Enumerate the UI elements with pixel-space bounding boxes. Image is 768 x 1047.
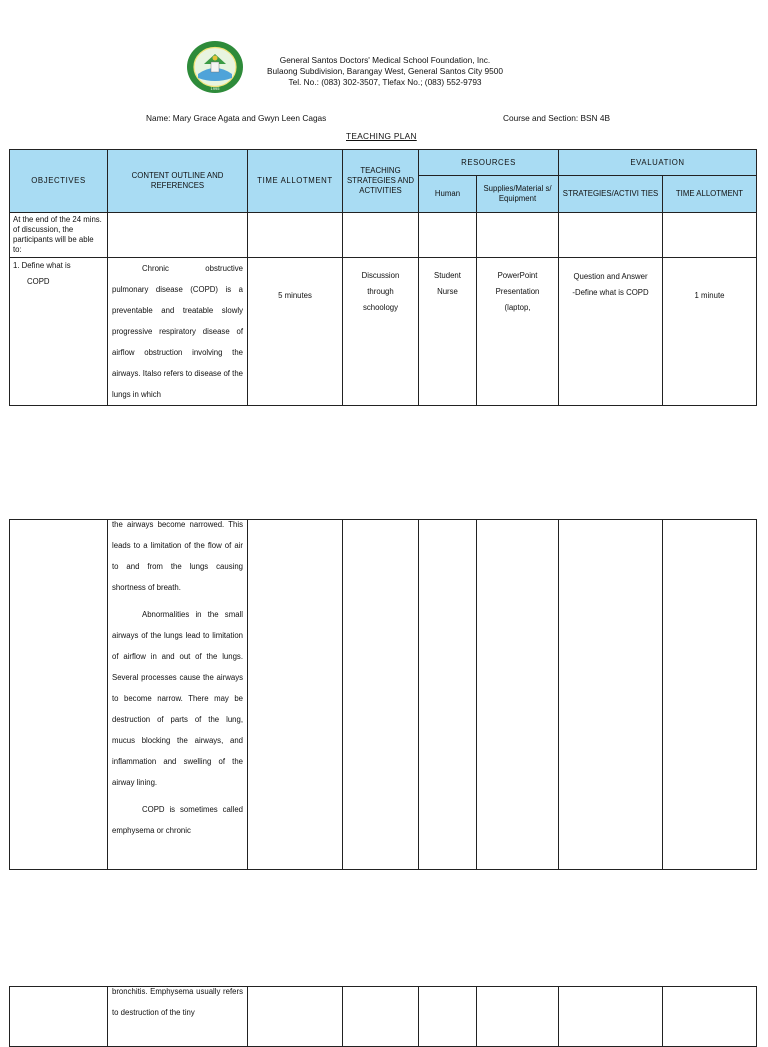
objective-term: COPD bbox=[27, 277, 50, 286]
school-seal-logo bbox=[186, 40, 244, 94]
header-content-outline: CONTENT OUTLINE AND REFERENCES bbox=[108, 150, 248, 213]
header-supplies: Supplies/Material s/ Equipment bbox=[477, 176, 559, 213]
institution-contact: Tel. No.: (083) 302-3507, Tlefax No.; (083) 552-9793 bbox=[288, 77, 482, 87]
header-evaluation: EVALUATION bbox=[559, 150, 757, 176]
teaching-plan-table bbox=[9, 149, 757, 406]
table-row bbox=[10, 987, 757, 1047]
header-eval-time: TIME ALLOTMENT bbox=[663, 176, 757, 213]
evaluation-strategy: Question and Answer -Define what is COPD bbox=[572, 272, 649, 297]
supplies-resource: PowerPoint Presentation (laptop, bbox=[495, 271, 540, 312]
table-row bbox=[10, 213, 757, 258]
header-resources: RESOURCES bbox=[419, 150, 559, 176]
content-outline-text: the airways become narrowed. This leads to a limitation of the flow of air to and from the lungs causing shortness of breath. Abnormalities in the small airways of the lungs lead to limitation of airflow in and out of the lungs. Several processes cause the airways to become narrow. There may be destruction of parts of the lung, mucus blocking the airways, and inflammation and swelling of the airway lining. COPD is sometimes called emphysema or chronic bbox=[112, 520, 243, 835]
header-teaching-strategies: TEACHING STRATEGIES AND ACTIVITIES bbox=[343, 150, 419, 213]
table-row bbox=[10, 520, 757, 870]
header-time-allotment: TIME ALLOTMENT bbox=[248, 150, 343, 213]
header-human: Human bbox=[419, 176, 477, 213]
content-outline-text: Chronic obstructive pulmonary disease (COPD) is a preventable and treatable slowly progressive respiratory disease of airflow obstruction involving the airways. Italso refers to disease of the lungs in which bbox=[112, 264, 243, 399]
human-resource: Student Nurse bbox=[434, 271, 461, 296]
table-row bbox=[10, 258, 757, 406]
teaching-plan-table-continued-2 bbox=[9, 986, 757, 1047]
institution-header bbox=[250, 55, 520, 88]
header-eval-strategies: STRATEGIES/ACTIVI TIES bbox=[559, 176, 663, 213]
teaching-plan-table-continued bbox=[9, 519, 757, 870]
document-title: TEACHING PLAN bbox=[346, 131, 417, 141]
institution-name: General Santos Doctors' Medical School Foundation, Inc. bbox=[279, 55, 491, 65]
course-section: Course and Section: BSN 4B bbox=[503, 113, 610, 123]
objective-number: 1. Define what is bbox=[13, 261, 71, 270]
svg-text:1995: 1995 bbox=[210, 86, 220, 91]
header-objectives: OBJECTIVES bbox=[10, 150, 108, 213]
institution-address: Bulaong Subdivision, Barangay West, General Santos City 9500 bbox=[267, 66, 503, 76]
intro-objective-text: At the end of the 24 mins. of discussion, the participants will be able to: bbox=[13, 215, 102, 254]
time-allotment-value: 5 minutes bbox=[278, 291, 312, 300]
content-outline-text: bronchitis. Emphysema usually refers to destruction of the tiny bbox=[112, 987, 243, 1017]
student-names: Name: Mary Grace Agata and Gwyn Leen Cagas bbox=[146, 113, 327, 123]
evaluation-time-value: 1 minute bbox=[694, 291, 725, 300]
teaching-strategy: Discussion through schoology bbox=[361, 271, 400, 312]
